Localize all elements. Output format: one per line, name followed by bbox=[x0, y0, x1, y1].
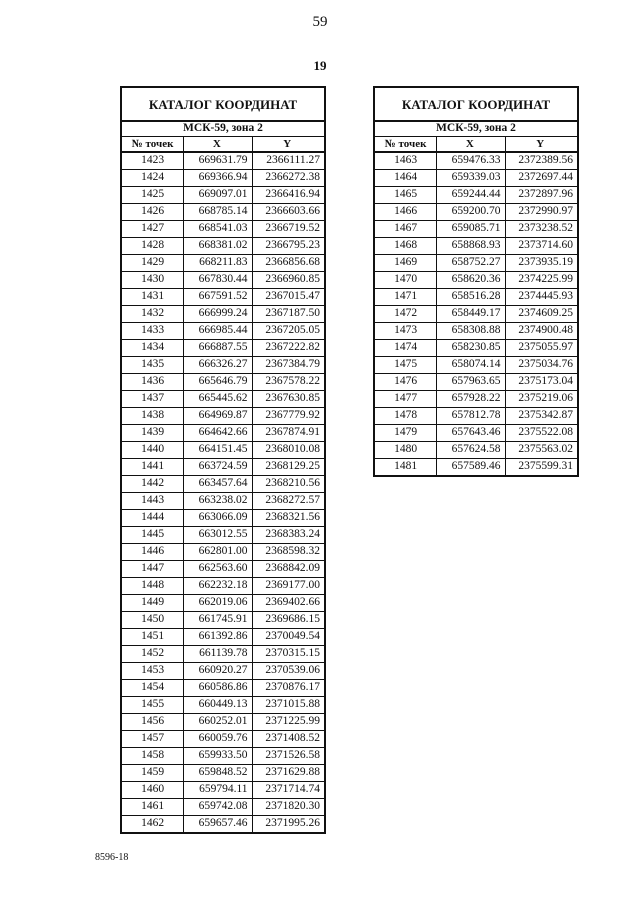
y-coordinate-cell: 2375563.02 bbox=[505, 442, 578, 459]
table-row bbox=[121, 527, 325, 544]
point-number-cell: 1443 bbox=[121, 493, 184, 510]
y-coordinate-cell: 2371526.58 bbox=[252, 748, 325, 765]
table-row bbox=[121, 612, 325, 629]
point-number-cell: 1425 bbox=[121, 187, 184, 204]
point-number-cell: 1467 bbox=[374, 221, 437, 238]
table-row bbox=[121, 680, 325, 697]
x-coordinate-cell: 660586.86 bbox=[184, 680, 252, 697]
x-coordinate-cell: 659794.11 bbox=[184, 782, 252, 799]
coord-system-label: МСК-59, зона 2 bbox=[374, 121, 578, 137]
point-number-cell: 1447 bbox=[121, 561, 184, 578]
y-coordinate-cell: 2368210.56 bbox=[252, 476, 325, 493]
x-coordinate-cell: 659848.52 bbox=[184, 765, 252, 782]
point-number-cell: 1468 bbox=[374, 238, 437, 255]
table-row bbox=[121, 306, 325, 323]
y-coordinate-cell: 2373714.60 bbox=[505, 238, 578, 255]
table-row bbox=[121, 408, 325, 425]
coordinate-catalog-table-right bbox=[373, 86, 579, 477]
point-number-cell: 1465 bbox=[374, 187, 437, 204]
table-row bbox=[121, 799, 325, 816]
table-row bbox=[374, 170, 578, 187]
table-row bbox=[121, 561, 325, 578]
sheet-number: 19 bbox=[313, 58, 327, 73]
x-coordinate-cell: 659085.71 bbox=[437, 221, 505, 238]
x-coordinate-cell: 661392.86 bbox=[184, 629, 252, 646]
y-coordinate-cell: 2369177.00 bbox=[252, 578, 325, 595]
table-row bbox=[374, 391, 578, 408]
point-number-cell: 1426 bbox=[121, 204, 184, 221]
table-row bbox=[121, 170, 325, 187]
x-coordinate-cell: 667591.52 bbox=[184, 289, 252, 306]
table-row bbox=[374, 442, 578, 459]
table-row bbox=[121, 578, 325, 595]
x-coordinate-cell: 663066.09 bbox=[184, 510, 252, 527]
table-row bbox=[121, 221, 325, 238]
point-number-cell: 1427 bbox=[121, 221, 184, 238]
y-coordinate-cell: 2366111.27 bbox=[252, 152, 325, 170]
document-code: 8596-18 bbox=[95, 852, 129, 863]
y-coordinate-cell: 2373238.52 bbox=[505, 221, 578, 238]
table-row bbox=[374, 357, 578, 374]
point-number-cell: 1472 bbox=[374, 306, 437, 323]
point-number-cell: 1473 bbox=[374, 323, 437, 340]
x-coordinate-cell: 666887.55 bbox=[184, 340, 252, 357]
x-coordinate-cell: 665646.79 bbox=[184, 374, 252, 391]
y-coordinate-cell: 2367205.05 bbox=[252, 323, 325, 340]
point-number-cell: 1461 bbox=[121, 799, 184, 816]
y-coordinate-cell: 2374900.48 bbox=[505, 323, 578, 340]
point-number-cell: 1455 bbox=[121, 697, 184, 714]
y-coordinate-cell: 2368010.08 bbox=[252, 442, 325, 459]
x-coordinate-cell: 660059.76 bbox=[184, 731, 252, 748]
y-coordinate-cell: 2372897.96 bbox=[505, 187, 578, 204]
y-coordinate-cell: 2370049.54 bbox=[252, 629, 325, 646]
point-number-cell: 1441 bbox=[121, 459, 184, 476]
y-coordinate-cell: 2366856.68 bbox=[252, 255, 325, 272]
point-number-cell: 1454 bbox=[121, 680, 184, 697]
x-coordinate-cell: 660252.01 bbox=[184, 714, 252, 731]
table-row bbox=[374, 289, 578, 306]
x-coordinate-cell: 658074.14 bbox=[437, 357, 505, 374]
y-coordinate-cell: 2367779.92 bbox=[252, 408, 325, 425]
x-coordinate-cell: 657643.46 bbox=[437, 425, 505, 442]
y-coordinate-cell: 2367222.82 bbox=[252, 340, 325, 357]
y-coordinate-cell: 2375055.97 bbox=[505, 340, 578, 357]
point-number-cell: 1445 bbox=[121, 527, 184, 544]
point-number-cell: 1457 bbox=[121, 731, 184, 748]
x-coordinate-cell: 662019.06 bbox=[184, 595, 252, 612]
y-coordinate-cell: 2373935.19 bbox=[505, 255, 578, 272]
y-coordinate-cell: 2369686.15 bbox=[252, 612, 325, 629]
y-coordinate-cell: 2366795.23 bbox=[252, 238, 325, 255]
point-number-cell: 1462 bbox=[121, 816, 184, 834]
y-coordinate-cell: 2371714.74 bbox=[252, 782, 325, 799]
table-row bbox=[121, 357, 325, 374]
point-number-cell: 1460 bbox=[121, 782, 184, 799]
y-coordinate-cell: 2370876.17 bbox=[252, 680, 325, 697]
catalog-title: КАТАЛОГ КООРДИНАТ bbox=[121, 87, 325, 121]
table-row bbox=[121, 714, 325, 731]
table-row bbox=[374, 340, 578, 357]
column-header-y: Y bbox=[505, 137, 578, 153]
table-row bbox=[121, 510, 325, 527]
x-coordinate-cell: 658230.85 bbox=[437, 340, 505, 357]
point-number-cell: 1476 bbox=[374, 374, 437, 391]
y-coordinate-cell: 2369402.66 bbox=[252, 595, 325, 612]
x-coordinate-cell: 663724.59 bbox=[184, 459, 252, 476]
point-number-cell: 1450 bbox=[121, 612, 184, 629]
y-coordinate-cell: 2367630.85 bbox=[252, 391, 325, 408]
point-number-cell: 1458 bbox=[121, 748, 184, 765]
x-coordinate-cell: 657928.22 bbox=[437, 391, 505, 408]
table-row bbox=[121, 629, 325, 646]
y-coordinate-cell: 2367384.79 bbox=[252, 357, 325, 374]
y-coordinate-cell: 2372697.44 bbox=[505, 170, 578, 187]
x-coordinate-cell: 666999.24 bbox=[184, 306, 252, 323]
table-row bbox=[121, 748, 325, 765]
x-coordinate-cell: 664969.87 bbox=[184, 408, 252, 425]
table-row bbox=[374, 374, 578, 391]
table-row bbox=[374, 152, 578, 170]
y-coordinate-cell: 2375173.04 bbox=[505, 374, 578, 391]
y-coordinate-cell: 2366416.94 bbox=[252, 187, 325, 204]
x-coordinate-cell: 667830.44 bbox=[184, 272, 252, 289]
y-coordinate-cell: 2367187.50 bbox=[252, 306, 325, 323]
point-number-cell: 1481 bbox=[374, 459, 437, 477]
column-header-x: X bbox=[184, 137, 252, 153]
point-number-cell: 1432 bbox=[121, 306, 184, 323]
y-coordinate-cell: 2372389.56 bbox=[505, 152, 578, 170]
point-number-cell: 1471 bbox=[374, 289, 437, 306]
table-row bbox=[121, 765, 325, 782]
table-row bbox=[121, 459, 325, 476]
x-coordinate-cell: 669631.79 bbox=[184, 152, 252, 170]
table-row bbox=[374, 306, 578, 323]
table-row bbox=[374, 238, 578, 255]
x-coordinate-cell: 657963.65 bbox=[437, 374, 505, 391]
x-coordinate-cell: 658752.27 bbox=[437, 255, 505, 272]
table-row bbox=[374, 204, 578, 221]
table-row bbox=[374, 459, 578, 477]
x-coordinate-cell: 659933.50 bbox=[184, 748, 252, 765]
point-number-cell: 1434 bbox=[121, 340, 184, 357]
x-coordinate-cell: 662232.18 bbox=[184, 578, 252, 595]
y-coordinate-cell: 2374445.93 bbox=[505, 289, 578, 306]
y-coordinate-cell: 2371408.52 bbox=[252, 731, 325, 748]
point-number-cell: 1424 bbox=[121, 170, 184, 187]
x-coordinate-cell: 658449.17 bbox=[437, 306, 505, 323]
y-coordinate-cell: 2375034.76 bbox=[505, 357, 578, 374]
table-row bbox=[121, 816, 325, 834]
x-coordinate-cell: 660920.27 bbox=[184, 663, 252, 680]
point-number-cell: 1464 bbox=[374, 170, 437, 187]
point-number-cell: 1456 bbox=[121, 714, 184, 731]
x-coordinate-cell: 668211.83 bbox=[184, 255, 252, 272]
table-row bbox=[121, 697, 325, 714]
x-coordinate-cell: 658308.88 bbox=[437, 323, 505, 340]
point-number-cell: 1423 bbox=[121, 152, 184, 170]
table-row bbox=[121, 187, 325, 204]
y-coordinate-cell: 2367015.47 bbox=[252, 289, 325, 306]
table-row bbox=[121, 731, 325, 748]
table-row bbox=[121, 340, 325, 357]
x-coordinate-cell: 661139.78 bbox=[184, 646, 252, 663]
point-number-cell: 1444 bbox=[121, 510, 184, 527]
x-coordinate-cell: 658516.28 bbox=[437, 289, 505, 306]
x-coordinate-cell: 657812.78 bbox=[437, 408, 505, 425]
x-coordinate-cell: 659657.46 bbox=[184, 816, 252, 834]
y-coordinate-cell: 2368129.25 bbox=[252, 459, 325, 476]
point-number-cell: 1428 bbox=[121, 238, 184, 255]
column-header-point: № точек bbox=[374, 137, 437, 153]
table-row bbox=[374, 187, 578, 204]
point-number-cell: 1433 bbox=[121, 323, 184, 340]
point-number-cell: 1435 bbox=[121, 357, 184, 374]
x-coordinate-cell: 659476.33 bbox=[437, 152, 505, 170]
x-coordinate-cell: 659200.70 bbox=[437, 204, 505, 221]
y-coordinate-cell: 2368321.56 bbox=[252, 510, 325, 527]
point-number-cell: 1474 bbox=[374, 340, 437, 357]
y-coordinate-cell: 2366272.38 bbox=[252, 170, 325, 187]
table-row bbox=[121, 238, 325, 255]
point-number-cell: 1478 bbox=[374, 408, 437, 425]
table-row bbox=[374, 221, 578, 238]
x-coordinate-cell: 663012.55 bbox=[184, 527, 252, 544]
x-coordinate-cell: 666326.27 bbox=[184, 357, 252, 374]
table-row bbox=[121, 493, 325, 510]
y-coordinate-cell: 2371820.30 bbox=[252, 799, 325, 816]
table-row bbox=[121, 442, 325, 459]
y-coordinate-cell: 2375342.87 bbox=[505, 408, 578, 425]
point-number-cell: 1442 bbox=[121, 476, 184, 493]
page-number: 59 bbox=[312, 14, 328, 30]
y-coordinate-cell: 2366603.66 bbox=[252, 204, 325, 221]
y-coordinate-cell: 2366719.52 bbox=[252, 221, 325, 238]
x-coordinate-cell: 660449.13 bbox=[184, 697, 252, 714]
catalog-title: КАТАЛОГ КООРДИНАТ bbox=[374, 87, 578, 121]
y-coordinate-cell: 2374609.25 bbox=[505, 306, 578, 323]
table-row bbox=[121, 391, 325, 408]
y-coordinate-cell: 2370315.15 bbox=[252, 646, 325, 663]
point-number-cell: 1436 bbox=[121, 374, 184, 391]
x-coordinate-cell: 664151.45 bbox=[184, 442, 252, 459]
y-coordinate-cell: 2375522.08 bbox=[505, 425, 578, 442]
table-row bbox=[121, 289, 325, 306]
point-number-cell: 1475 bbox=[374, 357, 437, 374]
y-coordinate-cell: 2370539.06 bbox=[252, 663, 325, 680]
y-coordinate-cell: 2372990.97 bbox=[505, 204, 578, 221]
y-coordinate-cell: 2367874.91 bbox=[252, 425, 325, 442]
x-coordinate-cell: 658620.36 bbox=[437, 272, 505, 289]
point-number-cell: 1469 bbox=[374, 255, 437, 272]
point-number-cell: 1449 bbox=[121, 595, 184, 612]
table-row bbox=[121, 544, 325, 561]
table-row bbox=[374, 425, 578, 442]
x-coordinate-cell: 659742.08 bbox=[184, 799, 252, 816]
x-coordinate-cell: 662563.60 bbox=[184, 561, 252, 578]
table-row bbox=[121, 663, 325, 680]
column-header-x: X bbox=[437, 137, 505, 153]
x-coordinate-cell: 665445.62 bbox=[184, 391, 252, 408]
point-number-cell: 1439 bbox=[121, 425, 184, 442]
table-row bbox=[374, 408, 578, 425]
point-number-cell: 1470 bbox=[374, 272, 437, 289]
point-number-cell: 1452 bbox=[121, 646, 184, 663]
x-coordinate-cell: 668785.14 bbox=[184, 204, 252, 221]
x-coordinate-cell: 663457.64 bbox=[184, 476, 252, 493]
x-coordinate-cell: 664642.66 bbox=[184, 425, 252, 442]
y-coordinate-cell: 2368272.57 bbox=[252, 493, 325, 510]
point-number-cell: 1451 bbox=[121, 629, 184, 646]
point-number-cell: 1479 bbox=[374, 425, 437, 442]
x-coordinate-cell: 659339.03 bbox=[437, 170, 505, 187]
table-row bbox=[121, 255, 325, 272]
table-row bbox=[121, 374, 325, 391]
table-row bbox=[121, 782, 325, 799]
y-coordinate-cell: 2367578.22 bbox=[252, 374, 325, 391]
x-coordinate-cell: 668381.02 bbox=[184, 238, 252, 255]
x-coordinate-cell: 657624.58 bbox=[437, 442, 505, 459]
table-row bbox=[121, 272, 325, 289]
y-coordinate-cell: 2366960.85 bbox=[252, 272, 325, 289]
table-row bbox=[374, 272, 578, 289]
y-coordinate-cell: 2368383.24 bbox=[252, 527, 325, 544]
table-row bbox=[121, 204, 325, 221]
point-number-cell: 1431 bbox=[121, 289, 184, 306]
point-number-cell: 1446 bbox=[121, 544, 184, 561]
coord-system-label: МСК-59, зона 2 bbox=[121, 121, 325, 137]
coordinate-catalog-table-left bbox=[120, 86, 326, 834]
table-row bbox=[374, 255, 578, 272]
table-row bbox=[121, 323, 325, 340]
table-row bbox=[121, 425, 325, 442]
table-row bbox=[374, 323, 578, 340]
point-number-cell: 1440 bbox=[121, 442, 184, 459]
point-number-cell: 1448 bbox=[121, 578, 184, 595]
y-coordinate-cell: 2371015.88 bbox=[252, 697, 325, 714]
point-number-cell: 1463 bbox=[374, 152, 437, 170]
y-coordinate-cell: 2371225.99 bbox=[252, 714, 325, 731]
column-header-y: Y bbox=[252, 137, 325, 153]
x-coordinate-cell: 657589.46 bbox=[437, 459, 505, 477]
point-number-cell: 1459 bbox=[121, 765, 184, 782]
point-number-cell: 1466 bbox=[374, 204, 437, 221]
point-number-cell: 1430 bbox=[121, 272, 184, 289]
point-number-cell: 1429 bbox=[121, 255, 184, 272]
point-number-cell: 1438 bbox=[121, 408, 184, 425]
y-coordinate-cell: 2375599.31 bbox=[505, 459, 578, 477]
y-coordinate-cell: 2368842.09 bbox=[252, 561, 325, 578]
table-row bbox=[121, 595, 325, 612]
y-coordinate-cell: 2368598.32 bbox=[252, 544, 325, 561]
point-number-cell: 1477 bbox=[374, 391, 437, 408]
y-coordinate-cell: 2374225.99 bbox=[505, 272, 578, 289]
x-coordinate-cell: 658868.93 bbox=[437, 238, 505, 255]
x-coordinate-cell: 659244.44 bbox=[437, 187, 505, 204]
x-coordinate-cell: 669366.94 bbox=[184, 170, 252, 187]
table-row bbox=[121, 476, 325, 493]
y-coordinate-cell: 2371995.26 bbox=[252, 816, 325, 834]
table-row bbox=[121, 152, 325, 170]
x-coordinate-cell: 666985.44 bbox=[184, 323, 252, 340]
point-number-cell: 1453 bbox=[121, 663, 184, 680]
column-header-point: № точек bbox=[121, 137, 184, 153]
point-number-cell: 1437 bbox=[121, 391, 184, 408]
x-coordinate-cell: 668541.03 bbox=[184, 221, 252, 238]
y-coordinate-cell: 2371629.88 bbox=[252, 765, 325, 782]
point-number-cell: 1480 bbox=[374, 442, 437, 459]
x-coordinate-cell: 663238.02 bbox=[184, 493, 252, 510]
table-row bbox=[121, 646, 325, 663]
x-coordinate-cell: 661745.91 bbox=[184, 612, 252, 629]
x-coordinate-cell: 662801.00 bbox=[184, 544, 252, 561]
x-coordinate-cell: 669097.01 bbox=[184, 187, 252, 204]
y-coordinate-cell: 2375219.06 bbox=[505, 391, 578, 408]
